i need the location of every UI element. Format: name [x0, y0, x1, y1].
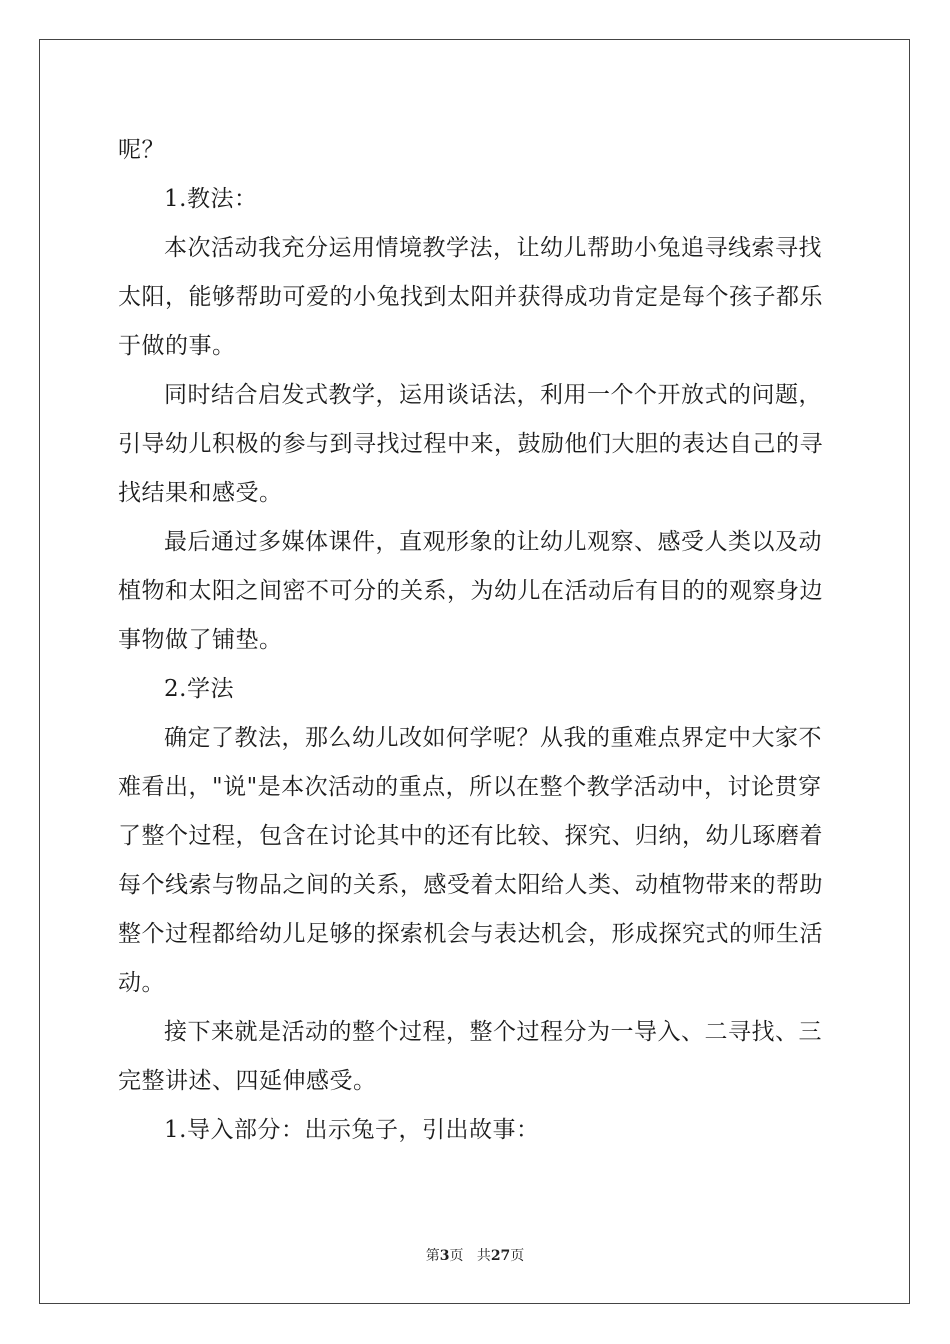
- text-line: 植物和太阳之间密不可分的关系，为幼儿在活动后有目的的观察身边: [118, 578, 823, 604]
- text-line: 确定了教法，那么幼儿改如何学呢？从我的重难点界定中大家不: [164, 725, 822, 751]
- text-line: 呢？: [118, 137, 165, 163]
- text-line: 每个线索与物品之间的关系，感受着太阳给人类、动植物带来的帮助: [118, 872, 823, 898]
- total-page-count: 27: [490, 1248, 511, 1264]
- text-line: 最后通过多媒体课件，直观形象的让幼儿观察、感受人类以及动: [164, 529, 822, 555]
- text-line: 引导幼儿积极的参与到寻找过程中来，鼓励他们大胆的表达自己的寻: [118, 431, 823, 457]
- text-line: 于做的事。: [118, 333, 236, 359]
- text-line: 难看出，"说"是本次活动的重点，所以在整个教学活动中，讨论贯穿: [118, 774, 822, 800]
- footer-prefix: 第: [425, 1248, 440, 1264]
- text-line: 整个过程都给幼儿足够的探索机会与表达机会，形成探究式的师生活: [118, 921, 823, 947]
- current-page-number: 3: [439, 1248, 450, 1264]
- text-line: 同时结合启发式教学，运用谈话法，利用一个个开放式的问题，: [164, 382, 822, 408]
- text-line: 太阳，能够帮助可爱的小兔找到太阳并获得成功肯定是每个孩子都乐: [118, 284, 823, 310]
- document-body: [118, 126, 834, 1155]
- text-line: 动。: [118, 970, 165, 996]
- footer-total-prefix: 共: [476, 1248, 491, 1264]
- text-line: 了整个过程，包含在讨论其中的还有比较、探究、归纳，幼儿琢磨着: [118, 823, 823, 849]
- text-line: 事物做了铺垫。: [118, 627, 283, 653]
- page-footer: [0, 1245, 950, 1265]
- text-line: 完整讲述、四延伸感受。: [118, 1068, 377, 1094]
- text-line: 2.学法: [164, 676, 234, 702]
- text-line: 接下来就是活动的整个过程，整个过程分为一导入、二寻找、三: [164, 1019, 822, 1045]
- text-line: 1.导入部分：出示兔子，引出故事：: [164, 1117, 540, 1143]
- text-line: 本次活动我充分运用情境教学法，让幼儿帮助小兔追寻线索寻找: [164, 235, 822, 261]
- text-line: 1.教法：: [164, 186, 258, 212]
- text-line: 找结果和感受。: [118, 480, 283, 506]
- footer-page-suffix: 页: [449, 1248, 464, 1264]
- footer-total-suffix: 页: [510, 1248, 525, 1264]
